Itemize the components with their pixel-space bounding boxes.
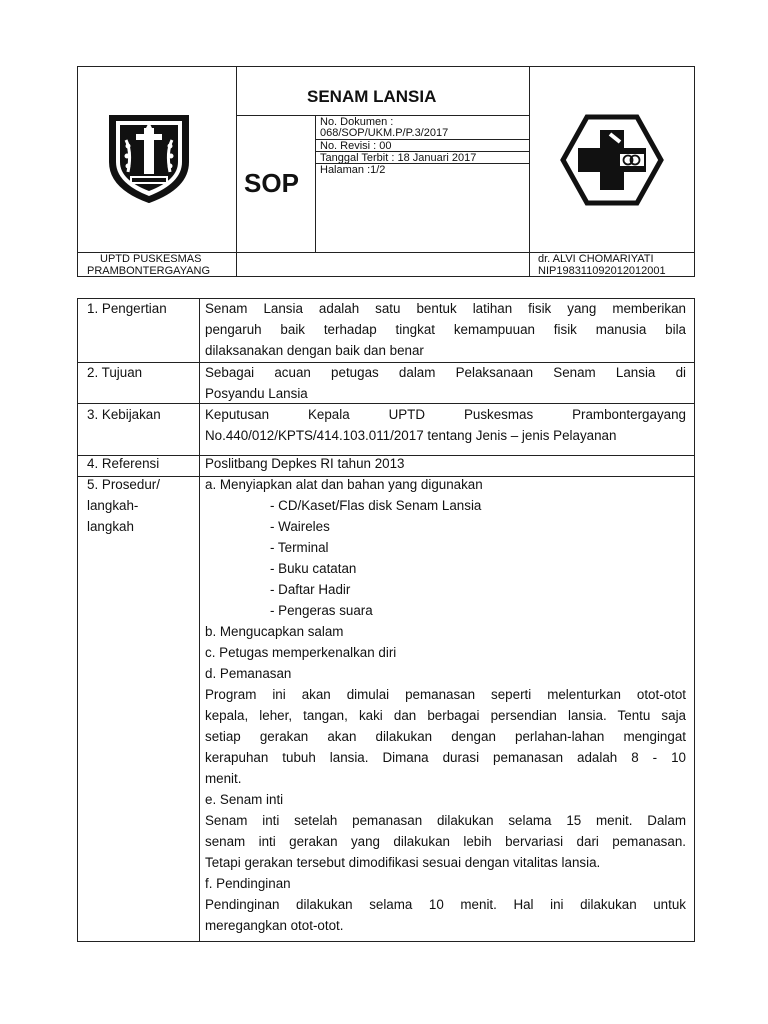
doc-number-value: 068/SOP/UKM.P/P.3/2017: [320, 127, 449, 139]
prosedur-text: [205, 474, 686, 936]
document-title: SENAM LANSIA: [307, 87, 437, 106]
label-tujuan: 2. Tujuan: [87, 365, 143, 380]
prosedur-label-line: langkah: [87, 519, 134, 534]
kebijakan-line: Keputusan Kepala UPTD Puskesmas Prambontergayang: [205, 407, 686, 422]
pemanasan-line: Program ini akan dimulai pemanasan seperti melenturkan otot-otot: [205, 687, 686, 702]
pemanasan-line: kerapuhan tubuh lansia. Dimana durasi pemanasan adalah 8 - 10: [205, 750, 686, 765]
pengertian-text: [205, 298, 686, 361]
issue-date: Tanggal Terbit : 18 Januari 2017: [320, 152, 477, 164]
pengertian-line: dilaksanakan dengan baik dan benar: [205, 343, 424, 358]
prosedur-label-line: 5. Prosedur/: [87, 477, 160, 492]
referensi-line: Poslitbang Depkes RI tahun 2013: [205, 456, 405, 471]
org-name-line1: UPTD PUSKESMAS: [100, 253, 202, 265]
equipment-item: - Buku catatan: [270, 561, 357, 576]
senam-inti-line: Tetapi gerakan tersebut dimodifikasi sesuai dengan vitalitas lansia.: [205, 855, 601, 870]
label-kebijakan: 3. Kebijakan: [87, 407, 161, 422]
header-divider-right: [529, 66, 530, 277]
east-java-crest-icon: [106, 112, 192, 204]
label-referensi: 4. Referensi: [87, 456, 160, 471]
tujuan-text: [205, 362, 686, 404]
step-b: b. Mengucapkan salam: [205, 624, 344, 639]
step-c: c. Petugas memperkenalkan diri: [205, 645, 397, 660]
head-nip: NIP198311092012012001: [538, 265, 666, 277]
tujuan-line: Sebagai acuan petugas dalam Pelaksanaan Senam Lansia di: [205, 365, 686, 380]
doc-number-label: No. Dokumen :: [320, 116, 394, 128]
revision-number: No. Revisi : 00: [320, 140, 392, 152]
tujuan-line: Posyandu Lansia: [205, 386, 308, 401]
kebijakan-text: [205, 404, 686, 446]
page-number: Halaman :1/2: [320, 164, 386, 176]
header-divider-left: [236, 66, 237, 277]
equipment-item: - Pengeras suara: [270, 603, 373, 618]
prosedur-label-line: langkah-: [87, 498, 139, 513]
pengertian-line: pengaruh baik terhadap tingkat kemampuuan fisik manusia bila: [205, 322, 686, 337]
pendinginan-line: meregangkan otot-otot.: [205, 918, 344, 933]
equipment-item: - Daftar Hadir: [270, 582, 351, 597]
senam-inti-line: Senam inti setelah pemanasan dilakukan selama 15 menit. Dalam: [205, 813, 686, 828]
step-a: a. Menyiapkan alat dan bahan yang digunakan: [205, 477, 483, 492]
label-pengertian: 1. Pengertian: [87, 301, 167, 316]
pemanasan-line: setiap gerakan akan dilakukan dengan perlahan-lahan mengingat: [205, 729, 686, 744]
head-name: dr. ALVI CHOMARIYATI: [538, 253, 654, 265]
label-prosedur: [87, 474, 160, 537]
equipment-item: - Terminal: [270, 540, 329, 555]
pendinginan-line: Pendinginan dilakukan selama 10 menit. Hal ini dilakukan untuk: [205, 897, 686, 912]
senam-inti-line: senam inti gerakan yang dilakukan lebih bervariasi dari pemanasan.: [205, 834, 686, 849]
referensi-text: [205, 453, 686, 474]
equipment-item: - CD/Kaset/Flas disk Senam Lansia: [270, 498, 482, 513]
content-label-divider: [199, 298, 200, 942]
step-f: f. Pendinginan: [205, 876, 291, 891]
step-e: e. Senam inti: [205, 792, 284, 807]
puskesmas-hexagon-cross-icon: [560, 114, 664, 206]
pemanasan-line: kepala, leher, tangan, kaki dan berbagai persendian lansia. Tentu saja: [205, 708, 686, 723]
kebijakan-line: No.440/012/KPTS/414.103.011/2017 tentang Jenis – jenis Pelayanan: [205, 428, 617, 443]
pemanasan-line: menit.: [205, 771, 242, 786]
equipment-item: - Waireles: [270, 519, 330, 534]
org-name-line2: PRAMBONTERGAYANG: [87, 265, 211, 277]
sop-label: SOP: [244, 168, 299, 198]
step-d: d. Pemanasan: [205, 666, 292, 681]
header-meta-divider: [315, 115, 316, 252]
pengertian-line: Senam Lansia adalah satu bentuk latihan fisik yang memberikan: [205, 301, 686, 316]
